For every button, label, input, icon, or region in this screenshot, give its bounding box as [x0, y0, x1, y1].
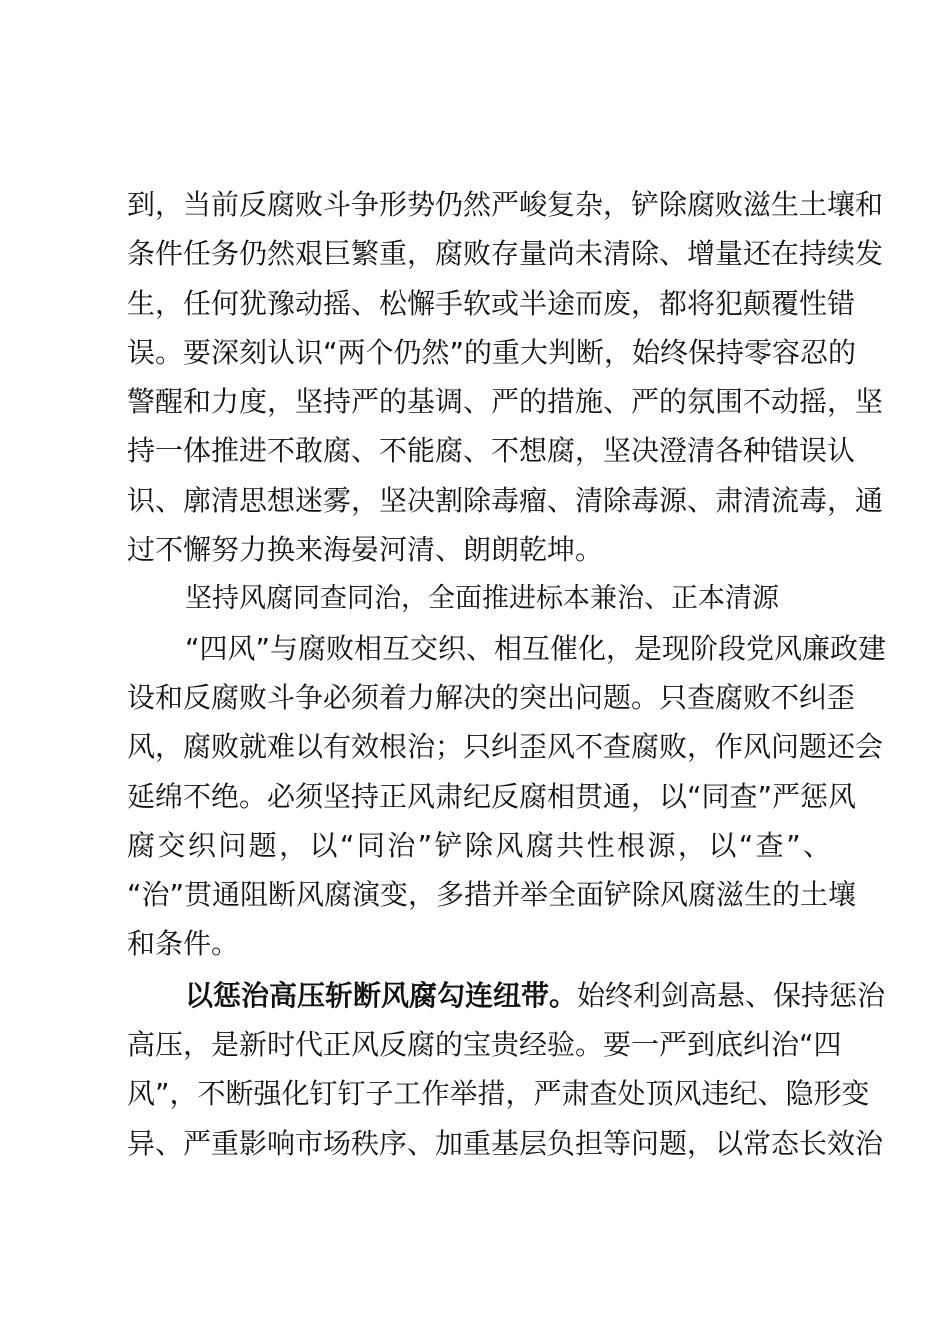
- text-line: 生，任何犹豫动摇、松懈手软或半途而废，都将犯颠覆性错: [127, 286, 856, 320]
- paragraph-high-pressure: [127, 971, 886, 1168]
- bold-lead-sentence: 以惩治高压斩断风腐勾连纽带。: [185, 978, 578, 1012]
- paragraph-four-winds: [127, 624, 887, 969]
- section-heading: [127, 574, 831, 623]
- text-line: 警醒和力度，坚持严的基调、严的措施、严的氛围不动摇，坚: [127, 385, 884, 419]
- text-line: 高压，是新时代正风反腐的宝贵经验。要一严到底纠治“四: [127, 1028, 842, 1062]
- text-line: 持一体推进不敢腐、不能腐、不想腐，坚决澄清各种错误认: [127, 434, 856, 468]
- text-line: 到，当前反腐败斗争形势仍然严峻复杂，铲除腐败滋生土壤和: [127, 188, 884, 221]
- text-line: 风”，不断强化钉钉子工作举措，严肃查处顶风违纪、隐形变: [127, 1077, 870, 1111]
- text-line: “四风”与腐败相互交织、相互催化，是现阶段党风廉政建: [185, 631, 887, 665]
- text-line: 误。要深刻认识“两个仍然”的重大判断，始终保持零容忍的: [127, 335, 857, 369]
- text-line: 风，腐败就难以有效根治；只纠歪风不查腐败，作风问题还会: [127, 730, 884, 764]
- text-line: 和条件。: [127, 927, 240, 961]
- paragraph-two-persistences: [127, 180, 884, 574]
- text-line: 设和反腐败斗争必须着力解决的突出问题。只查腐败不纠歪: [127, 680, 856, 714]
- text-line: 腐交织问题，以“同治”铲除风腐共性根源，以“查”、: [127, 828, 831, 862]
- text-line: 过不懈努力换来海晏河清、朗朗乾坤。: [127, 533, 604, 567]
- text-line-with-lead: [127, 971, 886, 1020]
- text-line: 延绵不绝。必须坚持正风肃纪反腐相贯通，以“同查”严惩风: [127, 779, 857, 813]
- text-line: 条件任务仍然艰巨繁重，腐败存量尚未清除、增量还在持续发: [127, 237, 884, 271]
- text-line: 识、廓清思想迷雾，坚决割除毒瘤、清除毒源、肃清流毒，通: [127, 483, 884, 517]
- heading-text: 坚持风腐同查同治，全面推进标本兼治、正本清源: [185, 583, 779, 615]
- lead-line-rest: 始终利剑高悬、保持惩治: [577, 978, 886, 1012]
- document-page: [127, 180, 887, 1168]
- text-line: “治”贯通阻断风腐演变，多措并举全面铲除风腐滋生的土壤: [127, 878, 857, 912]
- text-line: 异、严重影响市场秩序、加重基层负担等问题，以常态长效治: [127, 1126, 884, 1160]
